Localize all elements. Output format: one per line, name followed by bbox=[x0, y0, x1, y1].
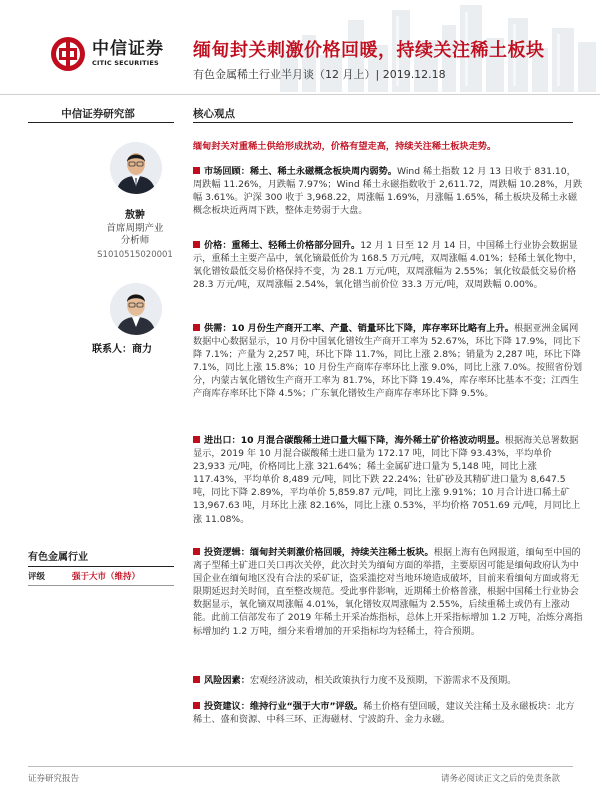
paragraph-lead: 进出口：10 月混合碳酸稀土进口量大幅下降，海外稀土矿价格波动明显。 bbox=[204, 435, 505, 446]
paragraph-import-export bbox=[193, 434, 583, 539]
analyst-certificate-id: S1010515020001 bbox=[97, 250, 173, 260]
core-views-title: 核心观点 bbox=[193, 108, 235, 120]
analyst-title-line2: 分析师 bbox=[120, 235, 150, 246]
paragraph-investment-logic bbox=[193, 546, 583, 670]
left-section-divider bbox=[28, 122, 174, 123]
footer-disclaimer: 请务必阅读正文之后的免责条款 bbox=[440, 774, 560, 784]
square-bullet-icon bbox=[193, 548, 200, 555]
footer-divider bbox=[28, 766, 573, 767]
analyst-avatar bbox=[110, 142, 162, 194]
rating-label: 评级 bbox=[28, 572, 46, 582]
header-divider bbox=[0, 94, 600, 95]
paragraph-body: 根据上海有色网报道，缅甸至中国的离子型稀土矿进口关口再次关停，此次封关为缅甸方面的举措，主要原因可能是缅甸政府认为中国企业在缅甸地区没有合法的采矿证，盗采滥挖对当地环境造成破坏，目前来看缅甸方面或将无限期延迟封关时间，直至整改规范。受此事件影响，近期稀土价格普涨，根据中国稀土行业协会数据显示，氧化镝双周涨幅 4.01%，氧化镨钕双周涨幅为 2.55%，后续重稀土或仍有上涨动能。此前工信部发布了 2019 年稀土开采冶炼指标，总体上开采指标增加 1.2 万吨，冶炼分离指标增加约 1.2 万吨，细分来看增加的开采指标均为轻稀土，符合预期。 bbox=[193, 547, 583, 637]
paragraph-market-review bbox=[193, 165, 583, 225]
paragraph-body: Wind 稀土指数 12 月 13 日收于 831.10，周跌幅 11.26%，月跌幅 7.97%；Wind 稀土永磁指数收于 2,611.72，周跌幅 10.28%，月跌幅 3.61%。沪深 300 收于 3,968.22，周涨幅 1.69%，月涨幅 1.65%，稀土板块及稀土永磁概念板块近两周下跌，整体走势弱于大盘。 bbox=[193, 166, 583, 217]
paragraph-lead: 价格：重稀土、轻稀土价格部分回升。 bbox=[204, 240, 361, 251]
rating-value: 强于大市（维持） bbox=[72, 572, 141, 582]
paragraph-body: 稀土价格有望回暖，建议关注稀土及永磁板块：北方稀土、盛和资源、中科三环、正海磁材、宁波韵升、金力永磁。 bbox=[193, 701, 575, 726]
paragraph-lead: 供需：10 月份生产商开工率、产量、销量环比下降，库存率环比略有上升。 bbox=[204, 323, 514, 334]
paragraph-supply-demand bbox=[193, 322, 583, 437]
paragraph-lead: 市场回顾：稀土、稀土永磁概念板块周内弱势。 bbox=[204, 166, 397, 177]
research-dept-title: 中信证券研究部 bbox=[61, 108, 135, 120]
report-subtitle: 有色金属稀土行业半月谈（12 月上）| 2019.12.18 bbox=[193, 68, 446, 81]
paragraph-body: 12 月 1 日至 12 月 14 日，中国稀土行业协会数据显示，重稀土主要产品中，氧化镝最低价为 168.5 万元/吨，双周涨幅 4.01%；轻稀土氧化物中，氧化镨钕最低交易价格保持不变，为 28.1 万元/吨，双周涨幅为 2.55%；氧化钕最低交易价格 28.3 万元/吨，双周涨幅 2.54%，氧化镨当前价位 33.3 万元/吨，双周跌幅 0.00%。 bbox=[193, 240, 582, 291]
summary-intro: 缅甸封关对重稀土供给形成扰动，价格有望走高，持续关注稀土板块走势。 bbox=[193, 141, 497, 152]
footer-report-type: 证券研究报告 bbox=[28, 774, 80, 784]
square-bullet-icon bbox=[193, 702, 200, 709]
person-icon bbox=[110, 283, 162, 335]
analyst-name: 敖翀 bbox=[125, 210, 145, 221]
paragraph-price bbox=[193, 239, 583, 313]
paragraph-lead: 投资建议：维持行业“强于大市”评级。 bbox=[204, 701, 364, 712]
paragraph-lead: 风险因素： bbox=[204, 675, 250, 686]
square-bullet-icon bbox=[193, 241, 200, 248]
contact-person: 联系人：商力 bbox=[92, 344, 152, 355]
square-bullet-icon bbox=[193, 167, 200, 174]
report-title: 缅甸封关刺激价格回暖，持续关注稀土板块 bbox=[193, 40, 545, 61]
paragraph-risk-factors bbox=[193, 674, 583, 688]
citic-logo-icon bbox=[50, 36, 86, 72]
square-bullet-icon bbox=[193, 324, 200, 331]
contact-avatar bbox=[110, 283, 162, 335]
square-bullet-icon bbox=[193, 436, 200, 443]
person-icon bbox=[110, 142, 162, 194]
paragraph-body: 宏观经济波动，相关政策执行力度不及预期，下游需求不及预期。 bbox=[249, 675, 517, 686]
industry-name: 有色金属行业 bbox=[28, 548, 174, 567]
paragraph-investment-advice bbox=[193, 700, 583, 728]
logo-chinese-name: 中信证券 bbox=[92, 39, 164, 59]
analyst-title-line1: 首席周期产业 bbox=[106, 223, 164, 234]
square-bullet-icon bbox=[193, 676, 200, 683]
industry-rating-box bbox=[28, 548, 174, 586]
report-header bbox=[0, 0, 600, 92]
paragraph-body: 根据亚洲金属网数据中心数据显示，10 月份中国氧化镨钕生产商开工率为 52.67%，环比下降 17.9%，同比下降 7.1%；产量为 2,257 吨，环比下降 11.7%，同比上涨 2.8%；销量为 2,287 吨，环比下降 7.1%，同比上涨 15.8%；10 月份生产商库存率环比上涨 9.0%，同比上涨 7.0%。按照省份划分，内蒙古氧化镨钕生产商开工率为 81.7%，环比下降 19.4%，库存率环比基本不变；江西生产商库存率环比下降 4.5%；广东氧化镨钕生产商库存率环比下降 9.5%。 bbox=[193, 323, 583, 400]
company-logo bbox=[50, 36, 164, 72]
paragraph-body: 根据海关总署数据显示，2019 年 10 月混合碳酸稀土进口量为 172.17 吨，同比下降 93.43%，平均单价 23,933 元/吨，价格同比上涨 321.64%；稀土金属矿进口量为 5,148 吨，同比上涨 117.43%，平均单价 8,489 元/吨，同比下跌 22.24%；钍矿砂及其精矿进口量为 8,647.5 吨，同比下降 2.89%，平均单价 5,859.87 元/吨，同比上涨 9.91%；10 月合计进口稀土矿 13,967.63 吨，月环比上涨 82.16%，同比上涨 0.53%，平均价格 7051.69 元/吨，月同比上涨 11.08%。 bbox=[193, 435, 581, 525]
right-section-divider bbox=[193, 122, 573, 123]
rating-row bbox=[28, 567, 174, 586]
paragraph-lead: 投资逻辑：缅甸封关刺激价格回暖，持续关注稀土板块。 bbox=[204, 547, 434, 558]
logo-english-name: CITIC SECURITIES bbox=[92, 59, 159, 67]
